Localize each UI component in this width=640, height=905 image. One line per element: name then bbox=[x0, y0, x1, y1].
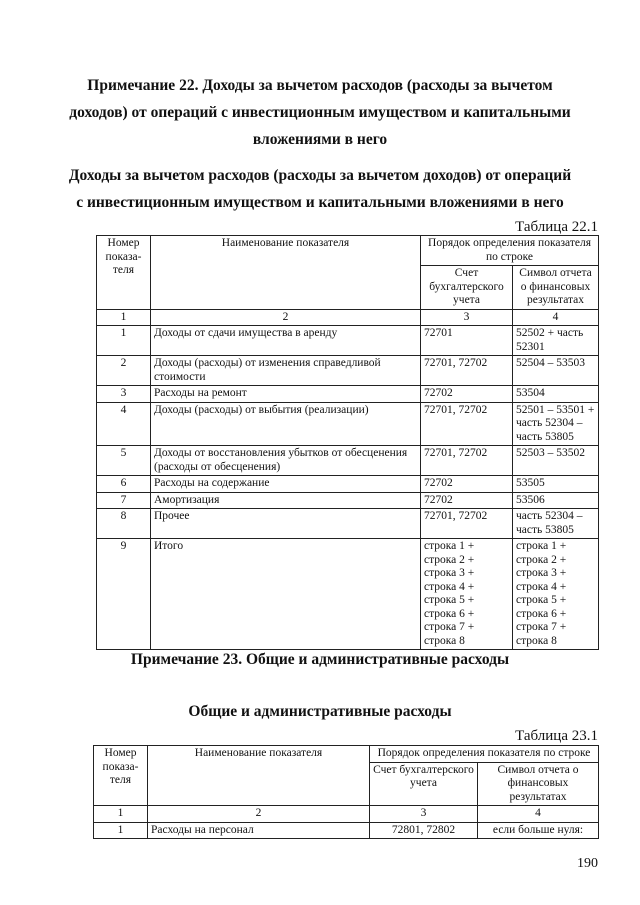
table-row bbox=[97, 492, 599, 509]
header-order: Порядок определения показателя по строке bbox=[370, 746, 599, 763]
page-number: 190 bbox=[577, 856, 598, 871]
row-num: 5 bbox=[97, 446, 151, 476]
table-row bbox=[97, 446, 599, 476]
table-23-1 bbox=[93, 745, 599, 839]
row-name: Расходы на персонал bbox=[148, 822, 370, 839]
note22-title bbox=[0, 72, 640, 153]
note22-subtitle-line: с инвестиционным имуществом и капитальными вложениями в него bbox=[76, 194, 564, 211]
row-symbol: 53505 bbox=[513, 476, 599, 493]
table-header-row bbox=[94, 746, 599, 763]
row-name: Расходы на содержание bbox=[151, 476, 421, 493]
row-name: Доходы (расходы) от изменения справедливой стоимости bbox=[151, 356, 421, 386]
row-num: 6 bbox=[97, 476, 151, 493]
row-account: 72702 bbox=[421, 386, 513, 403]
row-account: 72701, 72702 bbox=[421, 402, 513, 446]
table-22-1-caption: Таблица 22.1 bbox=[515, 219, 598, 235]
row-symbol: 53506 bbox=[513, 492, 599, 509]
row-account: 72702 bbox=[421, 492, 513, 509]
row-symbol: 52503 – 53502 bbox=[513, 446, 599, 476]
row-symbol: 52502 + часть 52301 bbox=[513, 326, 599, 356]
col-number: 3 bbox=[421, 309, 513, 326]
row-account: 72701, 72702 bbox=[421, 509, 513, 539]
col-number: 2 bbox=[148, 806, 370, 823]
row-num: 8 bbox=[97, 509, 151, 539]
table-row bbox=[97, 509, 599, 539]
row-account: 72701, 72702 bbox=[421, 356, 513, 386]
header-symbol: Символ отчета о финансовых результатах bbox=[478, 762, 599, 806]
col-number: 1 bbox=[94, 806, 148, 823]
header-name: Наименование показателя bbox=[151, 236, 421, 310]
row-name: Доходы от сдачи имущества в аренду bbox=[151, 326, 421, 356]
note22-subtitle-line: Доходы за вычетом расходов (расходы за вычетом доходов) от операций bbox=[68, 167, 572, 184]
table-row bbox=[97, 386, 599, 403]
table-row bbox=[94, 822, 599, 839]
note22-subtitle bbox=[0, 162, 640, 216]
column-number-row bbox=[94, 806, 599, 823]
row-name: Амортизация bbox=[151, 492, 421, 509]
header-num: Номер показа-теля bbox=[97, 236, 151, 310]
row-num: 2 bbox=[97, 356, 151, 386]
header-order: Порядок определения показателя по строке bbox=[421, 236, 599, 266]
table-23-1-caption: Таблица 23.1 bbox=[515, 728, 598, 744]
note22-title-line: доходов) от операций с инвестиционным имуществом и капитальными bbox=[69, 104, 571, 121]
row-num: 3 bbox=[97, 386, 151, 403]
row-symbol: 52501 – 53501 + часть 52304 – часть 53805 bbox=[513, 402, 599, 446]
table-row bbox=[97, 476, 599, 493]
row-symbol: 53504 bbox=[513, 386, 599, 403]
table-header-row bbox=[97, 236, 599, 266]
note22-title-line: вложениями в него bbox=[252, 131, 388, 148]
row-name: Прочее bbox=[151, 509, 421, 539]
row-num: 7 bbox=[97, 492, 151, 509]
header-symbol: Символ отчета о финансовых результатах bbox=[513, 266, 599, 310]
note23-subtitle: Общие и административные расходы bbox=[188, 703, 452, 720]
row-name: Доходы от восстановления убытков от обесценения (расходы от обесценения) bbox=[151, 446, 421, 476]
row-account: 72701, 72702 bbox=[421, 446, 513, 476]
row-num: 9 bbox=[97, 539, 151, 650]
table-22-1 bbox=[96, 235, 599, 650]
table-row-total bbox=[97, 539, 599, 650]
col-number: 4 bbox=[478, 806, 599, 823]
row-name: Доходы (расходы) от выбытия (реализации) bbox=[151, 402, 421, 446]
col-number: 4 bbox=[513, 309, 599, 326]
row-account: 72701 bbox=[421, 326, 513, 356]
col-number: 2 bbox=[151, 309, 421, 326]
row-num: 1 bbox=[94, 822, 148, 839]
col-number: 3 bbox=[370, 806, 478, 823]
row-symbol: строка 1 + строка 2 + строка 3 + строка 4 + строка 5 + строка 6 + строка 7 + строка 8 bbox=[513, 539, 599, 650]
header-account: Счет бухгалтерского учета bbox=[421, 266, 513, 310]
header-account: Счет бухгалтерского учета bbox=[370, 762, 478, 806]
table-row bbox=[97, 326, 599, 356]
header-num: Номер показа-теля bbox=[94, 746, 148, 806]
row-name: Расходы на ремонт bbox=[151, 386, 421, 403]
row-symbol: если больше нуля: bbox=[478, 822, 599, 839]
row-symbol: 52504 – 53503 bbox=[513, 356, 599, 386]
row-symbol: часть 52304 – часть 53805 bbox=[513, 509, 599, 539]
row-account: 72702 bbox=[421, 476, 513, 493]
row-name: Итого bbox=[151, 539, 421, 650]
col-number: 1 bbox=[97, 309, 151, 326]
row-account: 72801, 72802 bbox=[370, 822, 478, 839]
table-row bbox=[97, 402, 599, 446]
header-name: Наименование показателя bbox=[148, 746, 370, 806]
column-number-row bbox=[97, 309, 599, 326]
row-num: 4 bbox=[97, 402, 151, 446]
table-row bbox=[97, 356, 599, 386]
note23-title: Примечание 23. Общие и административные расходы bbox=[130, 651, 510, 668]
row-num: 1 bbox=[97, 326, 151, 356]
row-account: строка 1 + строка 2 + строка 3 + строка 4 + строка 5 + строка 6 + строка 7 + строка 8 bbox=[421, 539, 513, 650]
note22-title-line: Примечание 22. Доходы за вычетом расходов (расходы за вычетом bbox=[87, 77, 553, 94]
